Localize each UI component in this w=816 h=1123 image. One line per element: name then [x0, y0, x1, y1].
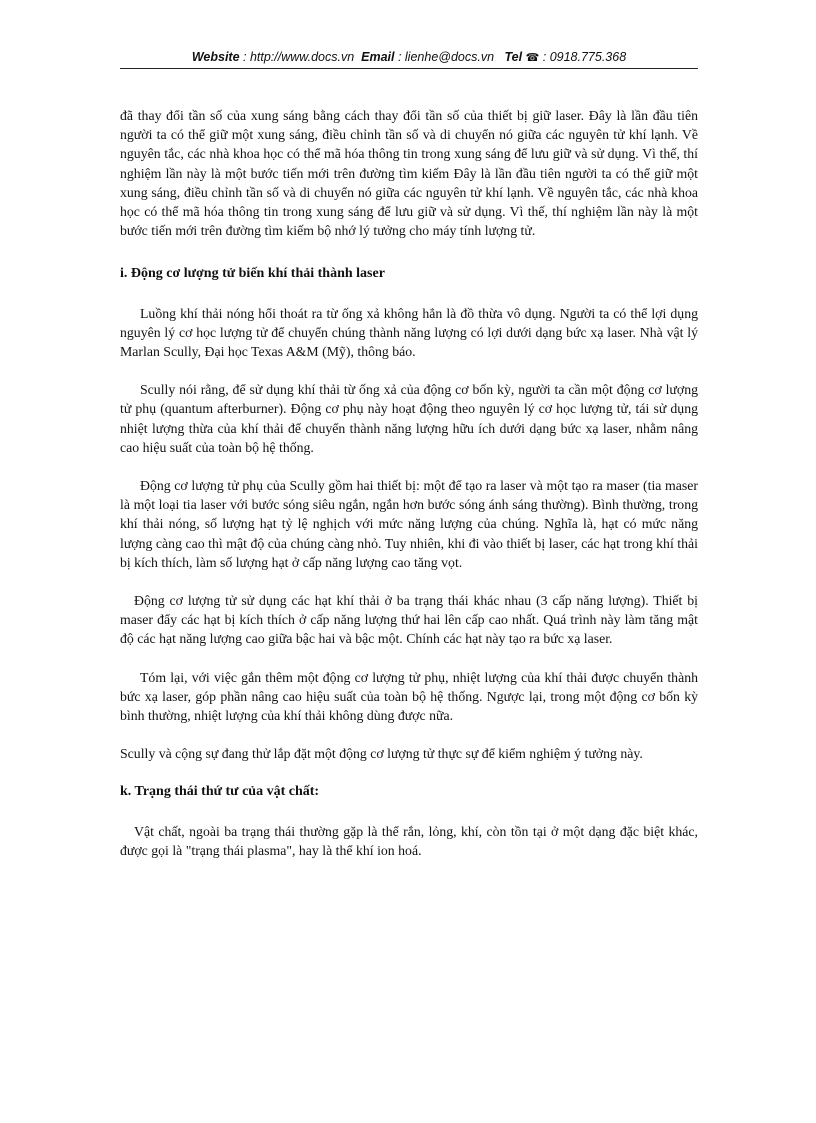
- page-header: [120, 50, 698, 64]
- paragraph-5: Tóm lại, với việc gắn thêm một động cơ lượng tử phụ, nhiệt lượng của khí thải được chuyển thành bức xạ laser, góp phần nâng cao hiệu suất của toàn bộ hệ thống. Ngược lại, trong một động cơ bốn kỳ bình thường, nhiệt lượng của khí thải không dùng được nữa.: [120, 669, 698, 724]
- paragraph-6: Scully và cộng sự đang thử lắp đặt một động cơ lượng tử thực sự để kiểm nghiệm ý tưởng này.: [120, 746, 643, 762]
- email-separator: :: [394, 50, 405, 64]
- section-heading-k: k. Trạng thái thứ tư của vật chất:: [120, 784, 320, 800]
- website-label: Website: [191, 50, 240, 64]
- intro-paragraph: đã thay đổi tần số của xung sáng bằng cách thay đổi tần số của thiết bị giữ laser. Đây là lần đầu tiên người ta có thể giữ một xung sáng, điều chỉnh tần số và di chuyển nó giữa các nguyên tử khí lạnh. Về nguyên tắc, các nhà khoa học có thể mã hóa thông tin trong xung sáng để lưu giữ và sử dụng. Vì thế, thí nghiệm lần này là một bước tiến mới trên đường tìm kiếm Đây là lần đầu tiên người ta có thể giữ một xung sáng, điều chỉnh tần số và di chuyển nó giữa các nguyên tử khí lạnh. Về nguyên tắc, các nhà khoa học có thể mã hóa thông tin trong xung sáng để lưu giữ và sử dụng. Vì thế, thí nghiệm lần này là một bước tiến mới trên đường tìm kiếm bộ nhớ lý tưởng cho máy tính lượng tử.: [120, 108, 698, 239]
- tel-label: Tel: [504, 50, 523, 64]
- website-url[interactable]: http://www.docs.vn: [249, 50, 355, 64]
- header-divider: [120, 68, 698, 69]
- telephone-icon: ☎: [525, 52, 540, 64]
- tel-value: 0918.775.368: [549, 50, 627, 64]
- paragraph-7: Vật chất, ngoài ba trạng thái thường gặp là thể rắn, lỏng, khí, còn tồn tại ở một dạng đặc biệt khác, được gọi là "trạng thái plasma", hay là thể khí ion hoá.: [120, 823, 698, 858]
- tel-separator: :: [539, 50, 550, 64]
- paragraph-3: Động cơ lượng tử phụ của Scully gồm hai thiết bị: một để tạo ra laser và một tạo ra maser (tia maser là một loại tia laser với bước sóng siêu ngắn, ngắn hơn bước sóng ánh sáng thường). Bình thường, trong khí thải nóng, số lượng hạt tỷ lệ nghịch với mức năng lượng của chúng. Nghĩa là, hạt có mức năng lượng càng cao thì mật độ của chúng càng nhỏ. Tuy nhiên, khi đi vào thiết bị laser, các hạt trong khí thải bị kích thích, làm số lượng hạt ở cấp năng lượng cao tăng vọt.: [120, 478, 698, 570]
- section-heading-i: i. Động cơ lượng tử biến khí thải thành laser: [120, 266, 385, 282]
- paragraph-4: Động cơ lượng tử sử dụng các hạt khí thải ở ba trạng thái khác nhau (3 cấp năng lượng). Thiết bị maser đẩy các hạt bị kích thích ở cấp năng lượng thứ hai lên cấp cao nhất. Quá trình này làm tăng mật độ các hạt năng lượng cao giữa bậc hai và bậc một. Chính các hạt này tạo ra bức xạ laser.: [120, 593, 698, 647]
- document-body: [120, 106, 698, 860]
- paragraph-2: Scully nói rằng, để sử dụng khí thải từ ống xả của động cơ bốn kỳ, người ta cần một động cơ lượng tử phụ (quantum afterburner). Động cơ phụ này hoạt động theo nguyên lý cơ học lượng tử, tái sử dụng nhiệt lượng thừa của khí thải để chuyển thành năng lượng hữu ích dưới dạng bức xạ laser, nhằm nâng cao hiệu suất của toàn bộ hệ thống.: [120, 382, 698, 455]
- website-separator: :: [239, 50, 250, 64]
- email-label: Email: [361, 50, 395, 64]
- email-value[interactable]: lienhe@docs.vn: [404, 50, 495, 64]
- paragraph-1: Luồng khí thải nóng hổi thoát ra từ ống xả không hẳn là đồ thừa vô dụng. Người ta có thể lợi dụng nguyên lý cơ học lượng tử để chuyển chúng thành năng lượng có lợi dưới dạng bức xạ laser. Nhà vật lý Marlan Scully, Đại học Texas A&M (Mỹ), thông báo.: [120, 305, 698, 360]
